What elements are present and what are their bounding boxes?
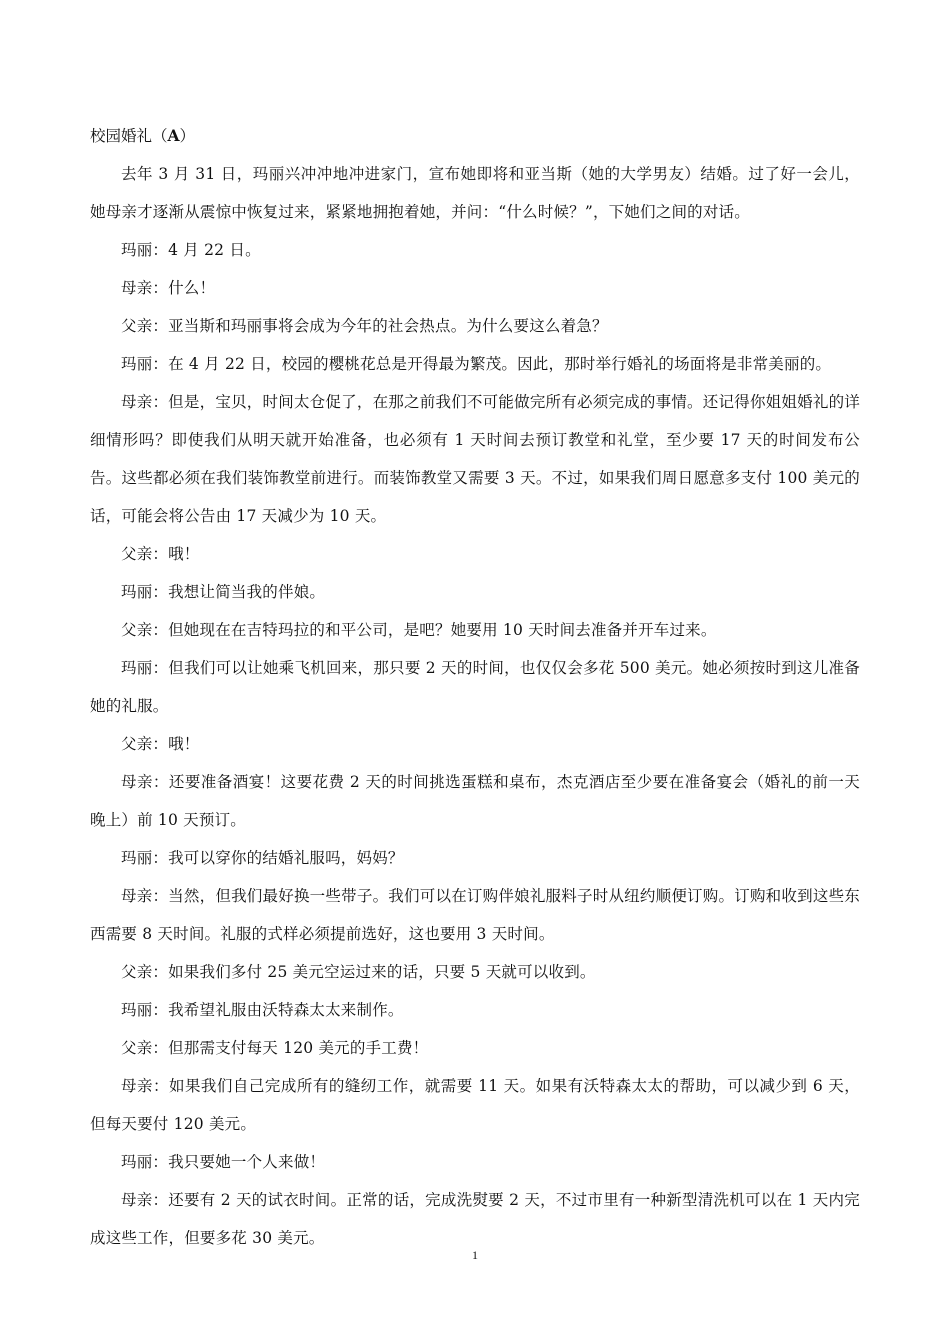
dialogue-line: 父亲：但那需支付每天 120 美元的手工费！ [121, 1039, 429, 1057]
title-letter: A [167, 126, 180, 145]
title-close: ） [179, 127, 196, 145]
dialogue-line: 父亲：哦！ [121, 735, 200, 753]
document-body [90, 117, 860, 1257]
title-text: 校园婚礼（ [90, 127, 168, 145]
dialogue-line: 玛丽：我可以穿你的结婚礼服吗，妈妈？ [121, 849, 404, 867]
dialogue-line: 母亲：如果我们自己完成所有的缝纫工作，就需要 11 天。如果有沃特森太太的帮助，可以减少到 6 天，但每天要付 120 美元。 [90, 1077, 860, 1133]
dialogue-line: 母亲：还要准备酒宴！这要花费 2 天的时间挑选蛋糕和桌布，杰克酒店至少要在准备宴会（婚礼的前一天晚上）前 10 天预订。 [90, 773, 860, 829]
dialogue-line: 玛丽：我只要她一个人来做！ [121, 1153, 326, 1171]
dialogue-line: 父亲：如果我们多付 25 美元空运过来的话，只要 5 天就可以收到。 [121, 963, 596, 981]
dialogue-line: 父亲：亚当斯和玛丽事将会成为今年的社会热点。为什么要这么着急？ [121, 317, 608, 335]
dialogue-line: 玛丽：在 4 月 22 日，校园的樱桃花总是开得最为繁茂。因此，那时举行婚礼的场面将是非常美丽的。 [121, 355, 832, 373]
dialogue-line: 母亲：还要有 2 天的试衣时间。正常的话，完成洗熨要 2 天，不过市里有一种新型清洗机可以在 1 天内完成这些工作，但要多花 30 美元。 [90, 1191, 860, 1247]
document-title [90, 117, 860, 155]
dialogue-line: 玛丽：但我们可以让她乘飞机回来，那只要 2 天的时间，也仅仅会多花 500 美元。她必须按时到这儿准备她的礼服。 [90, 659, 860, 715]
dialogue-line: 父亲：哦！ [121, 545, 200, 563]
paragraph: 去年 3 月 31 日，玛丽兴冲冲地冲进家门，宣布她即将和亚当斯（她的大学男友）结婚。过了好一会儿，她母亲才逐渐从震惊中恢复过来，紧紧地拥抱着她，并问：“什么时候？”，下她们之间的对话。 [90, 165, 860, 221]
dialogue-line: 母亲：什么！ [121, 279, 216, 297]
dialogue-line: 父亲：但她现在在吉特玛拉的和平公司，是吧？她要用 10 天时间去准备并开车过来。 [121, 621, 717, 639]
dialogue-line: 玛丽：我希望礼服由沃特森太太来制作。 [121, 1001, 404, 1019]
dialogue-line: 母亲：当然，但我们最好换一些带子。我们可以在订购伴娘礼服料子时从纽约顺便订购。订购和收到这些东西需要 8 天时间。礼服的式样必须提前选好，这也要用 3 天时间。 [90, 887, 860, 943]
dialogue-line: 玛丽：我想让简当我的伴娘。 [121, 583, 326, 601]
dialogue-line: 母亲：但是，宝贝，时间太仓促了，在那之前我们不可能做完所有必须完成的事情。还记得你姐姐婚礼的详细情形吗？即使我们从明天就开始准备，也必须有 1 天时间去预订教堂和礼堂，至少要 17 天的时间发布公告。这些都必须在我们装饰教堂前进行。而装饰教堂又需要 3 天。不过，如果我们周日愿意多支付 100 美元的话，可能会将公告由 17 天减少为 10 天。 [90, 393, 860, 525]
dialogue-line: 玛丽：4 月 22 日。 [121, 241, 261, 259]
page-number: 1 [472, 1248, 478, 1262]
